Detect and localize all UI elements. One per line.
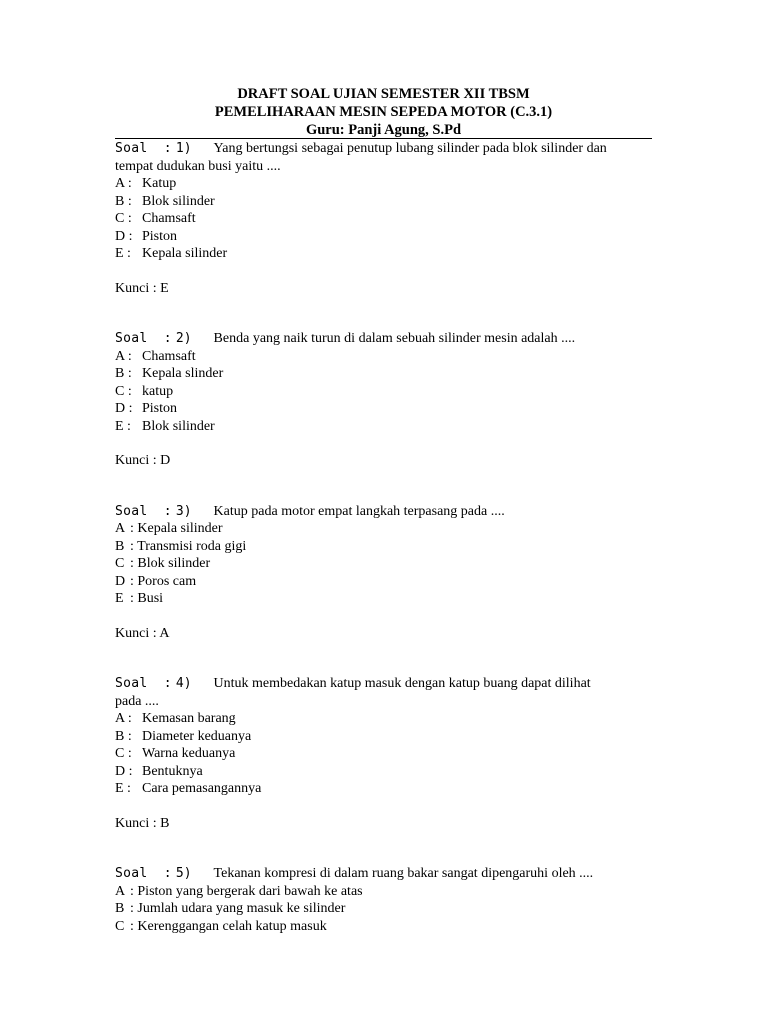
answer-option	[115, 520, 655, 538]
answer-option	[115, 365, 655, 383]
option-text: Warna keduanya	[142, 746, 236, 761]
answer-option	[115, 175, 655, 193]
option-text: Diameter keduanya	[142, 728, 252, 744]
option-text: Kemasan barang	[142, 711, 236, 726]
question-prefix: Soal :	[115, 331, 172, 346]
answer-key: Kunci : A	[115, 625, 170, 641]
answer-option	[115, 245, 655, 263]
question-number: 5)	[175, 866, 192, 881]
question-text: Tekanan kompresi di dalam ruang bakar sangat dipengaruhi oleh ....	[213, 866, 594, 881]
question-block	[115, 503, 655, 643]
question-number: 2)	[175, 331, 192, 346]
option-letter: C :	[115, 211, 132, 226]
question-line	[115, 675, 655, 693]
option-text: Kepala silinder	[142, 246, 228, 261]
answer-option	[115, 710, 655, 728]
answer-option	[115, 918, 655, 936]
option-text: Chamsaft	[142, 348, 196, 364]
answer-option	[115, 210, 655, 228]
option-text: Cara pemasangannya	[142, 781, 262, 796]
option-text: Blok silinder	[142, 193, 215, 209]
question-block	[115, 675, 655, 832]
option-letter: A	[115, 883, 126, 899]
option-text: Blok silinder	[142, 418, 215, 434]
question-number: 3)	[175, 503, 192, 519]
answer-option	[115, 555, 655, 573]
question-text: Katup pada motor empat langkah terpasang pada ....	[213, 503, 505, 519]
question-prefix: Soal :	[115, 866, 172, 881]
option-letter: C :	[115, 746, 132, 761]
option-letter: A :	[115, 348, 132, 364]
option-text: : Poros cam	[130, 573, 197, 589]
answer-option	[115, 538, 655, 556]
question-prefix: Soal :	[115, 141, 172, 156]
answer-option	[115, 418, 655, 436]
option-letter: E	[115, 591, 124, 606]
question-text-continued: pada ....	[115, 693, 159, 709]
option-text: katup	[142, 383, 174, 399]
question-block	[115, 865, 655, 935]
answer-option	[115, 900, 655, 918]
header-divider	[115, 138, 652, 139]
question-prefix: Soal :	[115, 676, 172, 691]
option-letter: D	[115, 573, 126, 589]
option-letter: D :	[115, 228, 133, 244]
option-letter: E :	[115, 418, 131, 434]
question-line	[115, 330, 655, 348]
question-text: Untuk membedakan katup masuk dengan katup buang dapat dilihat	[213, 676, 591, 691]
option-text: Piston	[142, 401, 178, 416]
option-text: : Transmisi roda gigi	[130, 538, 247, 554]
answer-option	[115, 763, 655, 781]
option-letter: E :	[115, 246, 131, 261]
option-text: : Piston yang bergerak dari bawah ke atas	[130, 883, 363, 899]
option-letter: D :	[115, 401, 133, 416]
answer-option	[115, 590, 655, 608]
question-number: 4)	[175, 676, 192, 691]
answer-option	[115, 573, 655, 591]
answer-option	[115, 228, 655, 246]
answer-option	[115, 745, 655, 763]
option-letter: B :	[115, 728, 132, 744]
option-text: : Busi	[130, 591, 164, 606]
option-text: : Jumlah udara yang masuk ke silinder	[130, 901, 346, 916]
option-text: Katup	[142, 176, 177, 191]
option-letter: C	[115, 918, 125, 934]
answer-option	[115, 728, 655, 746]
question-text-continued: tempat dudukan busi yaitu ....	[115, 158, 281, 174]
question-text: Yang bertungsi sebagai penutup lubang silinder pada blok silinder dan	[213, 141, 607, 156]
question-number: 1)	[175, 141, 192, 156]
question-text: Benda yang naik turun di dalam sebuah silinder mesin adalah ....	[213, 331, 576, 346]
question-list	[115, 140, 655, 935]
option-letter: A :	[115, 711, 132, 726]
option-letter: D :	[115, 763, 133, 779]
option-letter: C :	[115, 383, 132, 399]
option-text: Kepala slinder	[142, 366, 224, 381]
option-letter: A :	[115, 176, 132, 191]
answer-option	[115, 400, 655, 418]
answer-option	[115, 883, 655, 901]
option-text: Bentuknya	[142, 763, 203, 779]
option-text: Chamsaft	[142, 211, 196, 226]
answer-key: Kunci : D	[115, 453, 171, 468]
document-title: DRAFT SOAL UJIAN SEMESTER XII TBSM	[237, 86, 530, 102]
option-letter: B :	[115, 193, 132, 209]
answer-key: Kunci : E	[115, 280, 169, 296]
question-block	[115, 330, 655, 470]
question-line	[115, 140, 655, 158]
option-text: : Blok silinder	[130, 556, 211, 571]
option-letter: E :	[115, 781, 131, 796]
option-text: : Kepala silinder	[130, 521, 223, 536]
option-letter: A	[115, 521, 126, 536]
option-text: : Kerenggangan celah katup masuk	[130, 918, 327, 934]
question-block	[115, 140, 655, 297]
option-letter: C	[115, 556, 125, 571]
question-line	[115, 503, 655, 521]
option-text: Piston	[142, 228, 178, 244]
teacher-name: Guru: Panji Agung, S.Pd	[305, 122, 462, 138]
answer-option	[115, 193, 655, 211]
answer-option	[115, 383, 655, 401]
question-line	[115, 865, 655, 883]
option-letter: B :	[115, 366, 132, 381]
document-subtitle: PEMELIHARAAN MESIN SEPEDA MOTOR (C.3.1)	[214, 104, 553, 120]
question-prefix: Soal :	[115, 503, 172, 519]
answer-option	[115, 348, 655, 366]
answer-option	[115, 780, 655, 798]
document-header	[115, 85, 652, 139]
option-letter: B	[115, 901, 125, 916]
option-letter: B	[115, 538, 125, 554]
answer-key: Kunci : B	[115, 815, 170, 831]
